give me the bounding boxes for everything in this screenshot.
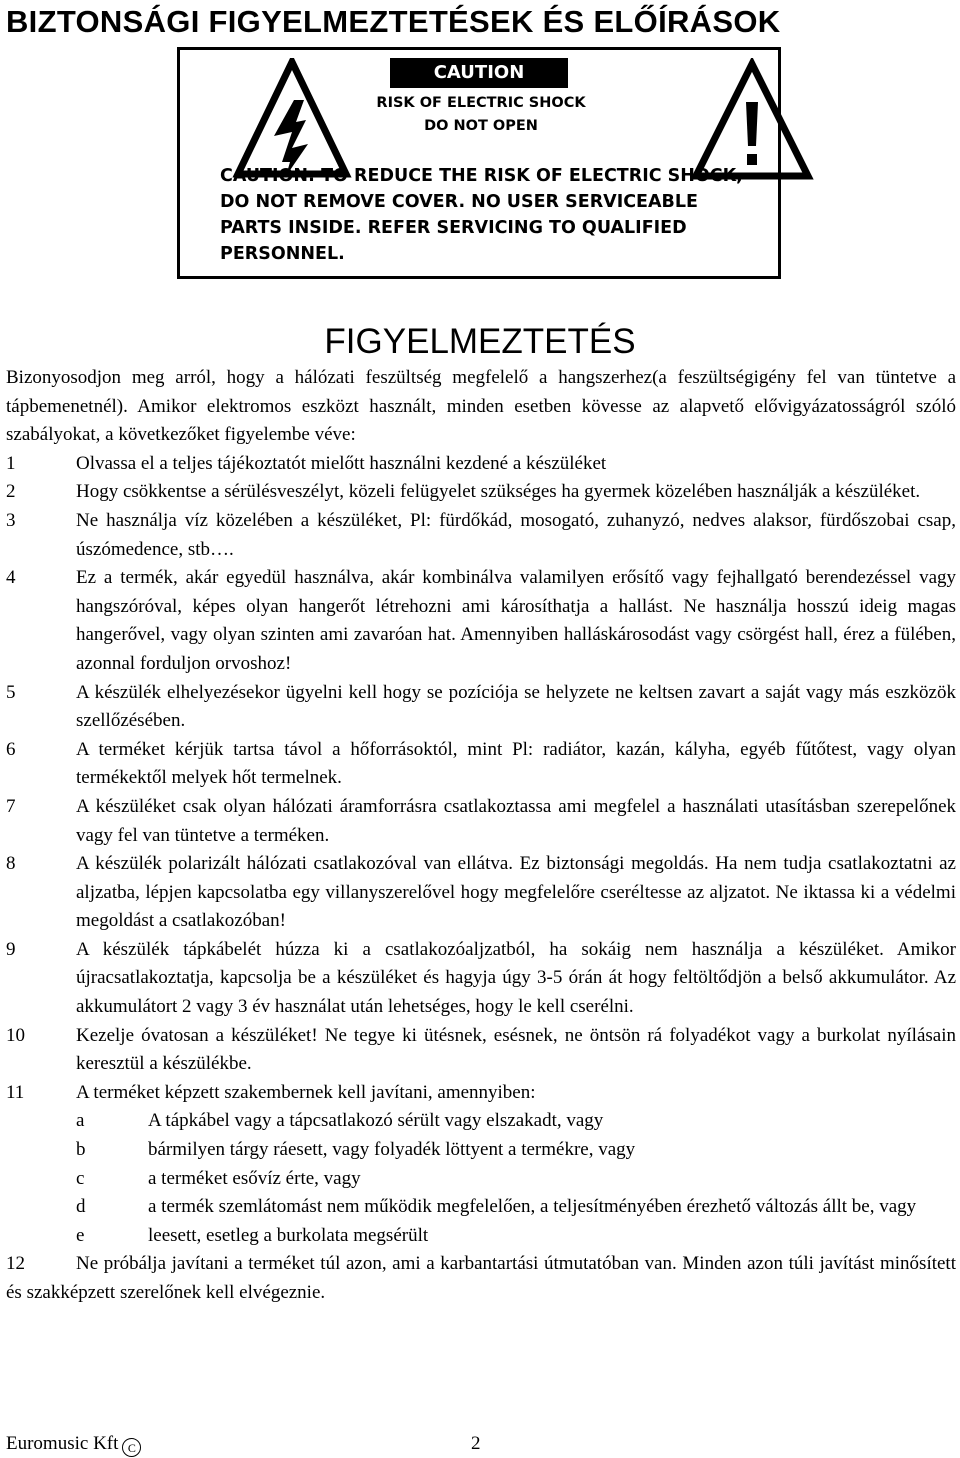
list-item [6,793,956,850]
do-not-open-line: DO NOT OPEN [424,118,538,134]
sub-item-text: bármilyen tárgy ráesett, vagy folyadék löttyent a termékre, vagy [148,1139,636,1161]
sub-item-letter: a [76,1110,85,1132]
sub-item-letter: e [76,1224,85,1246]
item-text: Ne használja víz közelében a készüléket, Pl: fürdőkád, mosogató, zuhanyzó, nedves alaksor, fürdőszobai csap, úszómedence, stb…. [76,509,956,560]
sub-list-item [76,1193,956,1222]
warning-line: PARTS INSIDE. REFER SERVICING TO QUALIFIED [220,218,687,238]
warning-line: DO NOT REMOVE COVER. NO USER SERVICEABLE [220,192,699,212]
list-item [6,507,956,564]
list-item [6,850,956,936]
footer-company [6,1431,141,1457]
caution-warning-text [220,163,772,267]
sub-item-letter: d [76,1196,86,1218]
item-text: Kezelje óvatosan a készüléket! Ne tegye ki ütésnek, esésnek, ne öntsön rá folyadékot vagy a burkolat nyílásain keresztül a készülékbe. [76,1024,956,1075]
sub-item-text: leesett, esetleg a burkolata megsérült [148,1224,429,1246]
item-number: 6 [6,738,16,760]
warning-line: PERSONNEL. [220,244,345,264]
item-text: A készülék elhelyezésekor ügyelni kell hogy se pozíciója se helyzete ne keltsen zavart a saját vagy más eszközök szellőzésében. [76,681,956,732]
sub-list-item [76,1107,956,1136]
item-number: 12 [6,1253,25,1275]
caution-banner: CAUTION [390,58,568,88]
warning-line: CAUTION: TO REDUCE THE RISK OF ELECTRIC SHOCK, [220,166,743,186]
item-number: 4 [6,567,16,589]
caution-label [177,47,781,279]
section-title: FIGYELMEZTETÉS [324,322,636,361]
sub-item-letter: c [76,1167,85,1189]
copyright-icon: C [122,1438,141,1457]
item-text: Olvassa el a teljes tájékoztatót mielőtt használni kezdené a készüléket [76,452,607,474]
item-text: Hogy csökkentse a sérülésveszélyt, közeli felügyelet szükséges ha gyermek közelében használják a készüléket. [76,481,921,503]
list-item-12 [6,1250,956,1307]
item-number: 3 [6,509,16,531]
warning-body [6,364,956,1308]
list-item [6,679,956,736]
sub-item-text: a terméket esővíz érte, vagy [148,1167,361,1189]
sub-item-text: a termék szemlátomást nem működik megfelelően, a teljesítményében érezhető változás állt be, vagy [148,1196,917,1218]
item-number: 1 [6,452,16,474]
company-name: Euromusic Kft [6,1433,119,1454]
item-text: Ez a termék, akár egyedül használva, akár kombinálva valamilyen erősítő vagy fejhallgató berendezéssel vagy hangszóróval, képes olyan hangerőt létrehozni ami károsíthatja a hallást. Ne használja hosszú ideig magas hangerővel, vagy olyan szinten ami zavaróan hat. Amennyiben halláskárosodást vagy csörgést hall, érez a fülében, azonnal forduljon orvoshoz! [76,567,956,674]
sub-item-letter: b [76,1139,86,1161]
list-item [6,936,956,1022]
item-number: 7 [6,795,16,817]
sub-item-text: A tápkábel vagy a tápcsatlakozó sérült vagy elszakadt, vagy [148,1110,604,1132]
item-number: 9 [6,938,16,960]
sub-list-item [76,1136,956,1165]
item-text: A készülék polarizált hálózati csatlakozóval van ellátva. Ez biztonsági megoldás. Ha nem tudja csatlakoztatni az aljzatba, lépjen kapcsolatba egy villanyszerelővel hogy megfelelőre cseréltesse az aljzatot. Ne iktassa ki a védelmi megoldást a csatlakozóban! [76,853,956,932]
risk-of-shock-line: RISK OF ELECTRIC SHOCK [376,95,586,111]
item-text: A készülék tápkábelét húzza ki a csatlakozóaljzatból, ha sokáig nem használja a készüléket. Amikor újracsatlakoztatja, kapcsolja be a készüléket és hagyja úgy 3-5 órán át hogy feltöltődjön a belső akkumulátor. Az akkumulátort 2 vagy 3 év használat után lehetséges, hogy le kell cserélni. [76,938,956,1018]
item-text: A terméket képzett szakembernek kell javítani, amennyiben: [76,1081,536,1103]
item-number: 2 [6,481,16,503]
sub-list-item [76,1222,956,1251]
sub-list-item [76,1165,956,1194]
item-text: A terméket kérjük tartsa távol a hőforrásoktól, mint Pl: radiátor, kazán, kályha, egyéb fűtőtest, vagy olyan termékektől melyek hőt termelnek. [76,738,956,789]
list-item [6,564,956,678]
item-number: 8 [6,853,16,875]
list-item [6,478,956,507]
item-number: 10 [6,1024,25,1046]
list-item [6,450,956,479]
list-item [6,736,956,793]
page-title: BIZTONSÁGI FIGYELMEZTETÉSEK ÉS ELŐÍRÁSOK [6,4,781,39]
lightning-bolt-icon [232,58,352,180]
list-item [6,1022,956,1079]
item-number: 5 [6,681,16,703]
item-number: 11 [6,1081,25,1103]
list-item [6,1079,956,1108]
item-text: A készüléket csak olyan hálózati áramforrásra csatlakoztassa ami megfelel a használati utasításban szerepelőnek vagy fel van tüntetve a terméken. [76,795,956,846]
item-text: Ne próbálja javítani a terméket túl azon, ami a karbantartási útmutatóban van. Minden azon túli javítást minősített és szakképzett szerelőnek kell elvégeznie. [6,1253,956,1303]
page-number: 2 [471,1433,481,1454]
intro-paragraph: Bizonyosodjon meg arról, hogy a hálózati feszültség megfelelő a hangszerhez(a feszültségigény fel van tüntetve a tápbemenetnél). Amikor elektromos eszközt használt, minden esetben kövesse az alapvető elővigyázatosságról szóló szabályokat, a következőket figyelembe véve: [6,367,956,446]
